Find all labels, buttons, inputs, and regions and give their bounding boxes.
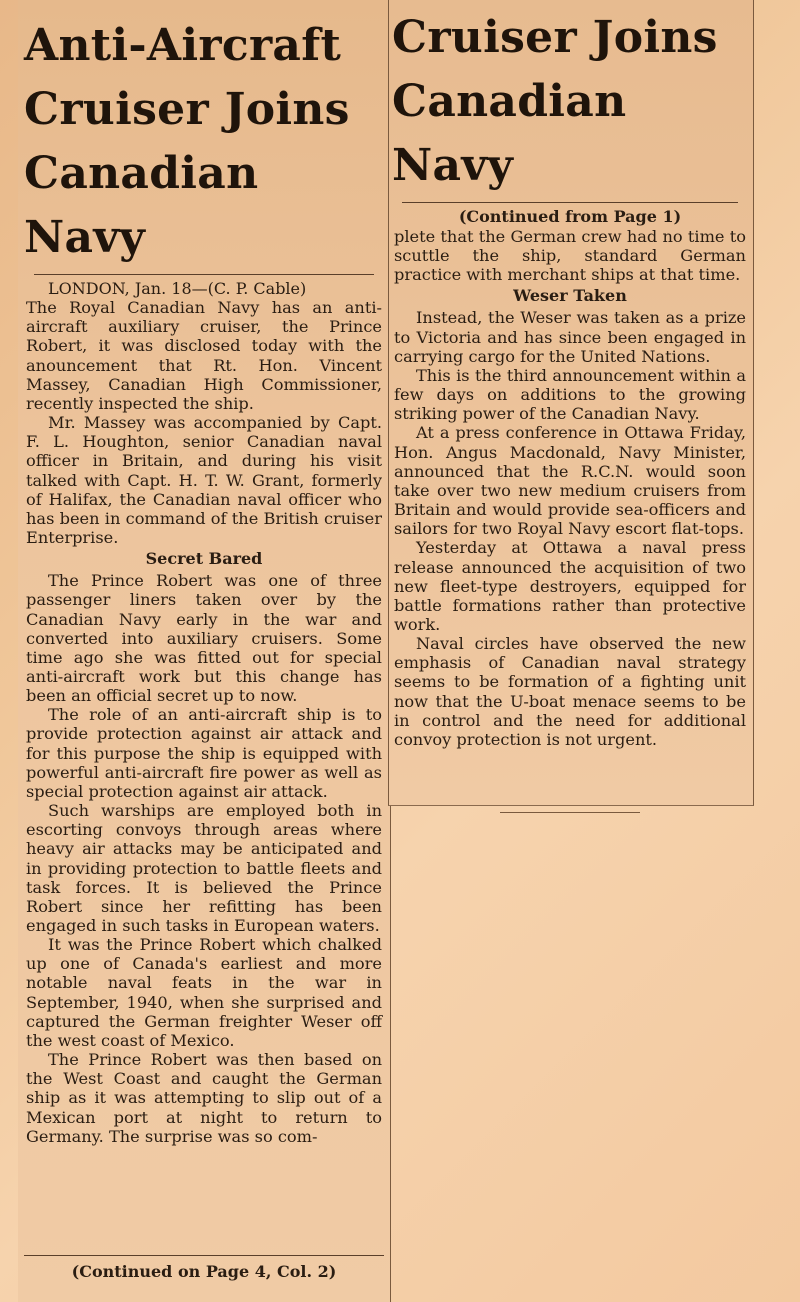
- headline-line: Canadian Navy: [392, 76, 627, 191]
- headline-line: Cruiser Joins: [24, 84, 350, 135]
- paragraph: At a press conference in Ottawa Friday, Hon. Angus Macdonald, Navy Minister, announced that the R.C.N. would soon take over two new medium cruisers from Britain and would provide sea-officers and sailors for two Royal Navy escort flat-tops.: [394, 423, 746, 539]
- headline-line: Cruiser Joins: [392, 12, 718, 63]
- paragraph: Naval circles have observed the new emphasis of Canadian naval strategy seems to be formation of a fighting unit now that the U-boat menace seems to be in control and the need for additional convoy protection is not urgent.: [394, 634, 746, 749]
- divider: [34, 274, 374, 275]
- divider: [402, 202, 738, 203]
- paragraph: Mr. Massey was accompanied by Capt. F. L. Houghton, senior Canadian naval officer in Britain, and during his visit talked with Capt. H. T. W. Grant, formerly of Halifax, the Canadian naval officer who has been in command of the British cruiser Enterprise.: [26, 413, 382, 548]
- paragraph: The role of an anti-aircraft ship is to provide protection against air attack and for this purpose the ship is equipped with powerful anti-aircraft fire power as well as special protection against air attack.: [26, 705, 382, 801]
- left-article: [24, 0, 384, 1146]
- end-rule: [500, 812, 640, 813]
- paragraph: The Royal Canadian Navy has an anti-aircraft auxiliary cruiser, the Prince Robert, it was disclosed today with the anouncement that Rt. Hon. Vincent Massey, Canadian High Commissioner, recently inspected the ship.: [26, 298, 382, 413]
- article-body-left: [24, 279, 384, 1146]
- headline-right: [392, 0, 748, 198]
- headline-left: [24, 0, 384, 270]
- paragraph: It was the Prince Robert which chalked up one of Canada's earliest and more notable naval feats in the war in September, 1940, when she surprised and captured the German freighter Weser off the west coast of Mexico.: [26, 935, 382, 1050]
- paragraph: The Prince Robert was one of three passenger liners taken over by the Canadian Navy early in the war and converted into auxiliary cruisers. Some time ago she was fitted out for special anti-aircraft work but this change has been an official secret up to now.: [26, 571, 382, 706]
- dateline: LONDON, Jan. 18—(C. P. Cable): [48, 279, 307, 298]
- continued-from-note: (Continued from Page 1): [458, 207, 682, 226]
- paragraph: This is the third announcement within a few days on additions to the growing striking power of the Canadian Navy.: [394, 365, 746, 424]
- paragraph: Instead, the Weser was taken as a prize to Victoria and has since been engaged in carrying cargo for the United Nations.: [394, 308, 746, 366]
- subhead: Secret Bared: [145, 549, 263, 569]
- headline-line: Anti-Aircraft: [24, 20, 342, 71]
- headline-line: Canadian Navy: [24, 148, 259, 263]
- paragraph: The Prince Robert was then based on the West Coast and caught the German ship as it was attempting to slip out of a Mexican port at night to return to Germany. The surprise was so com-: [26, 1050, 382, 1146]
- continued-on-note: (Continued on Page 4, Col. 2): [24, 1255, 384, 1281]
- paragraph: Yesterday at Ottawa a naval press release announced the acquisition of two new fleet-type destroyers, equipped for battle formations rather than protective work.: [394, 538, 746, 634]
- subhead: Weser Taken: [513, 286, 627, 306]
- paragraph: Such warships are employed both in escorting convoys through areas where heavy air attacks may be anticipated and in providing protection to battle fleets and task forces. It is believed the Prince Robert since her refitting has been engaged in such tasks in European waters.: [26, 801, 382, 935]
- article-body-right: [392, 207, 748, 749]
- paragraph: plete that the German crew had no time to scuttle the ship, standard German practice with merchant ships at that time.: [394, 227, 746, 285]
- right-article: [392, 0, 748, 749]
